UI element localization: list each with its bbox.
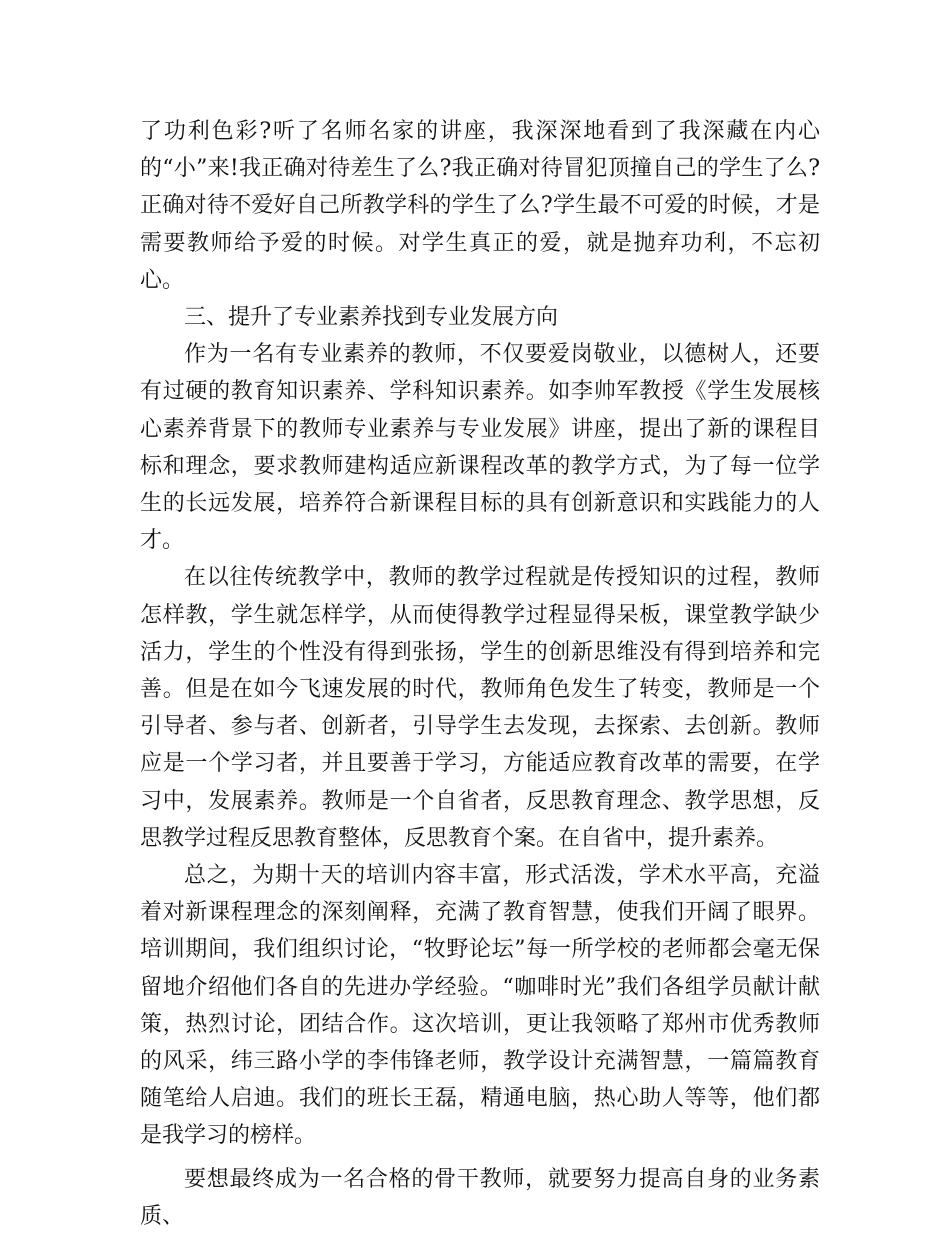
- document-body: [140, 113, 820, 1235]
- paragraph-traditional-teaching: 在以往传统教学中，教师的教学过程就是传授知识的过程，教师怎样教，学生就怎样学，从而使得教学过程显得呆板，课堂教学缺少活力，学生的个性没有得到张扬，学生的创新思维没有得到培养和完善。但是在如今飞速发展的时代，教师角色发生了转变，教师是一个引导者、参与者、创新者，引导学生去发现，去探索、去创新。教师应是一个学习者，并且要善于学习，方能适应教育改革的需要，在学习中，发展素养。教师是一个自省者，反思教育理念、教学思想，反思教学过程反思教育整体，反思教育个案。在自省中，提升素养。: [140, 565, 820, 851]
- paragraph-continuation: 了功利色彩?听了名师名家的讲座，我深深地看到了我深藏在内心的“小”来!我正确对待差生了么?我正确对待冒犯顶撞自己的学生了么?正确对待不爱好自己所教学科的学生了么?学生最不可爱的时候，才是需要教师给予爱的时候。对学生真正的爱，就是抛弃功利，不忘初心。: [140, 119, 820, 293]
- paragraph-summary: 总之，为期十天的培训内容丰富，形式活泼，学术水平高，充溢着对新课程理念的深刻阐释，充满了教育智慧，使我们开阔了眼界。培训期间，我们组织讨论，“牧野论坛”每一所学校的老师都会毫无保留地介绍他们各自的先进办学经验。“咖啡时光”我们各组学员献计献策，热烈讨论，团结合作。这次培训，更让我领略了郑州市优秀教师的风采，纬三路小学的李伟锋老师，教学设计充满智慧，一篇篇教育随笔给人启迪。我们的班长王磊，精通电脑，热心助人等等，他们都是我学习的榜样。: [140, 863, 820, 1149]
- paragraph-final: 要想最终成为一名合格的骨干教师，就要努力提高自身的业务素质、: [140, 1166, 820, 1229]
- paragraph-professional-quality: 作为一名有专业素养的教师，不仅要爱岗敬业，以德树人，还要有过硬的教育知识素养、学科知识素养。如李帅军教授《学生发展核心素养背景下的教师专业素养与专业发展》讲座，提出了新的课程目标和理念，要求教师建构适应新课程改革的教学方式，为了每一位学生的长远发展，培养符合新课程目标的具有创新意识和实践能力的人才。: [140, 342, 820, 554]
- section-heading: 三、提升了专业素养找到专业发展方向: [184, 305, 559, 331]
